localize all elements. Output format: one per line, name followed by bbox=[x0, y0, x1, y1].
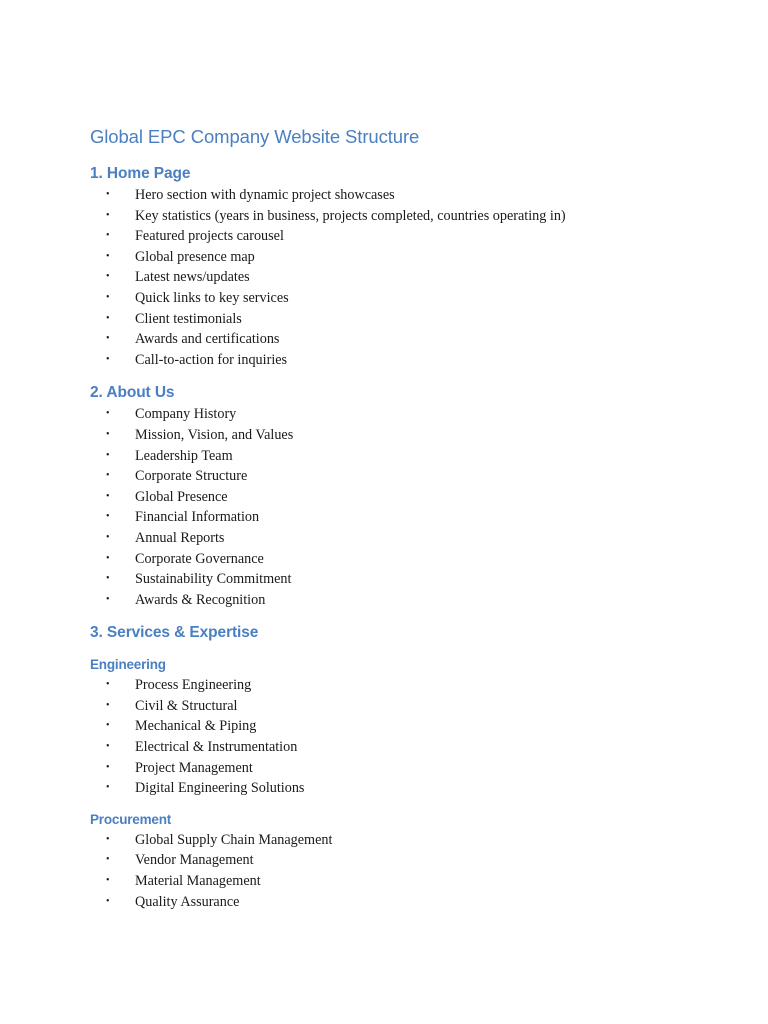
bullet-icon: • bbox=[106, 741, 110, 753]
bullet-icon: • bbox=[106, 408, 110, 420]
section-spacer bbox=[90, 610, 710, 622]
bullet-icon: • bbox=[106, 511, 110, 523]
bullet-icon: • bbox=[106, 470, 110, 482]
bullet-icon: • bbox=[106, 679, 110, 691]
list-item bbox=[90, 675, 710, 696]
subsection-spacer bbox=[90, 799, 710, 810]
list-item bbox=[90, 226, 710, 247]
bullet-icon: • bbox=[106, 573, 110, 585]
list-item-text: Key statistics (years in business, projects completed, countries operating in) bbox=[135, 207, 566, 224]
list-item bbox=[90, 185, 710, 206]
list-item-text: Global Supply Chain Management bbox=[135, 831, 333, 848]
bullet-icon: • bbox=[106, 875, 110, 887]
bullet-icon: • bbox=[106, 333, 110, 345]
bullet-icon: • bbox=[106, 699, 110, 711]
section-home-page bbox=[90, 163, 710, 370]
list-item bbox=[90, 466, 710, 487]
list-item-text: Hero section with dynamic project showcases bbox=[135, 187, 395, 203]
list-item bbox=[90, 830, 710, 851]
list-item bbox=[90, 528, 710, 549]
section-heading: 3. Services & Expertise bbox=[90, 624, 259, 642]
list-item bbox=[90, 569, 710, 590]
bullet-list bbox=[90, 830, 710, 912]
bullet-icon: • bbox=[106, 833, 110, 845]
section-heading: 1. Home Page bbox=[90, 165, 191, 182]
subsection-heading: Procurement bbox=[90, 811, 172, 827]
list-item-text: Featured projects carousel bbox=[135, 228, 284, 245]
bullet-icon: • bbox=[106, 720, 110, 732]
list-item-text: Company History bbox=[135, 406, 237, 423]
list-item bbox=[90, 309, 710, 330]
subsection-procurement bbox=[90, 810, 710, 912]
list-item-text: Corporate Structure bbox=[135, 468, 248, 485]
bullet-icon: • bbox=[106, 312, 110, 324]
list-item bbox=[90, 446, 710, 467]
list-item-text: Client testimonials bbox=[135, 310, 242, 327]
bullet-icon: • bbox=[106, 189, 110, 200]
bullet-list bbox=[90, 404, 710, 610]
list-item bbox=[90, 590, 710, 611]
list-item-text: Global presence map bbox=[135, 248, 255, 265]
bullet-icon: • bbox=[106, 531, 110, 543]
list-item-text: Leadership Team bbox=[135, 447, 233, 464]
list-item-text: Digital Engineering Solutions bbox=[135, 780, 305, 797]
bullet-icon: • bbox=[106, 271, 110, 283]
list-item bbox=[90, 206, 710, 227]
list-item bbox=[90, 487, 710, 508]
document-content bbox=[90, 124, 710, 912]
list-item-text: Civil & Structural bbox=[135, 697, 238, 714]
list-item-text: Project Management bbox=[135, 759, 253, 776]
list-item-text: Awards and certifications bbox=[135, 331, 280, 348]
list-item-text: Electrical & Instrumentation bbox=[135, 739, 298, 756]
section-about-us bbox=[90, 382, 710, 610]
subsection-heading: Engineering bbox=[90, 657, 166, 673]
bullet-icon: • bbox=[106, 854, 110, 866]
list-item bbox=[90, 404, 710, 425]
section-services-expertise bbox=[90, 622, 710, 912]
list-item-text: Vendor Management bbox=[135, 852, 254, 869]
list-item bbox=[90, 758, 710, 779]
list-item bbox=[90, 350, 710, 371]
bullet-icon: • bbox=[106, 895, 110, 907]
list-item-text: Latest news/updates bbox=[135, 269, 250, 286]
subsection-engineering bbox=[90, 655, 710, 799]
list-item-text: Call-to-action for inquiries bbox=[135, 351, 288, 368]
list-item-text: Sustainability Commitment bbox=[135, 571, 292, 588]
list-item bbox=[90, 507, 710, 528]
bullet-icon: • bbox=[106, 593, 110, 605]
list-item-text: Quick links to key services bbox=[135, 289, 289, 306]
list-item-text: Mission, Vision, and Values bbox=[135, 426, 294, 443]
subsection-spacer bbox=[90, 644, 710, 655]
bullet-icon: • bbox=[106, 782, 110, 794]
bullet-icon: • bbox=[106, 428, 110, 440]
bullet-icon: • bbox=[106, 761, 110, 773]
list-item-text: Process Engineering bbox=[135, 677, 252, 694]
list-item-text: Mechanical & Piping bbox=[135, 718, 257, 735]
list-item-text: Corporate Governance bbox=[135, 550, 264, 567]
list-item bbox=[90, 267, 710, 288]
bullet-icon: • bbox=[106, 490, 110, 502]
bullet-list bbox=[90, 675, 710, 799]
list-item bbox=[90, 329, 710, 350]
list-item bbox=[90, 871, 710, 892]
bullet-icon: • bbox=[106, 449, 110, 461]
list-item-text: Financial Information bbox=[135, 509, 260, 526]
list-item bbox=[90, 892, 710, 913]
list-item bbox=[90, 716, 710, 737]
bullet-icon: • bbox=[106, 250, 110, 262]
bullet-icon: • bbox=[106, 291, 110, 303]
list-item-text: Annual Reports bbox=[135, 529, 225, 546]
list-item bbox=[90, 549, 710, 570]
list-item-text: Quality Assurance bbox=[135, 893, 240, 910]
bullet-list bbox=[90, 185, 710, 370]
list-item bbox=[90, 737, 710, 758]
list-item bbox=[90, 696, 710, 717]
list-item bbox=[90, 425, 710, 446]
list-item-text: Awards & Recognition bbox=[135, 591, 266, 608]
list-item bbox=[90, 288, 710, 309]
section-spacer bbox=[90, 370, 710, 382]
list-item-text: Global Presence bbox=[135, 488, 228, 505]
bullet-icon: • bbox=[106, 230, 110, 242]
list-item bbox=[90, 850, 710, 871]
bullet-icon: • bbox=[106, 209, 110, 221]
bullet-icon: • bbox=[106, 552, 110, 564]
list-item bbox=[90, 778, 710, 799]
list-item bbox=[90, 247, 710, 268]
list-item-text: Material Management bbox=[135, 873, 261, 890]
bullet-icon: • bbox=[106, 353, 110, 365]
section-heading: 2. About Us bbox=[90, 384, 175, 402]
document-title: Global EPC Company Website Structure bbox=[90, 126, 420, 147]
